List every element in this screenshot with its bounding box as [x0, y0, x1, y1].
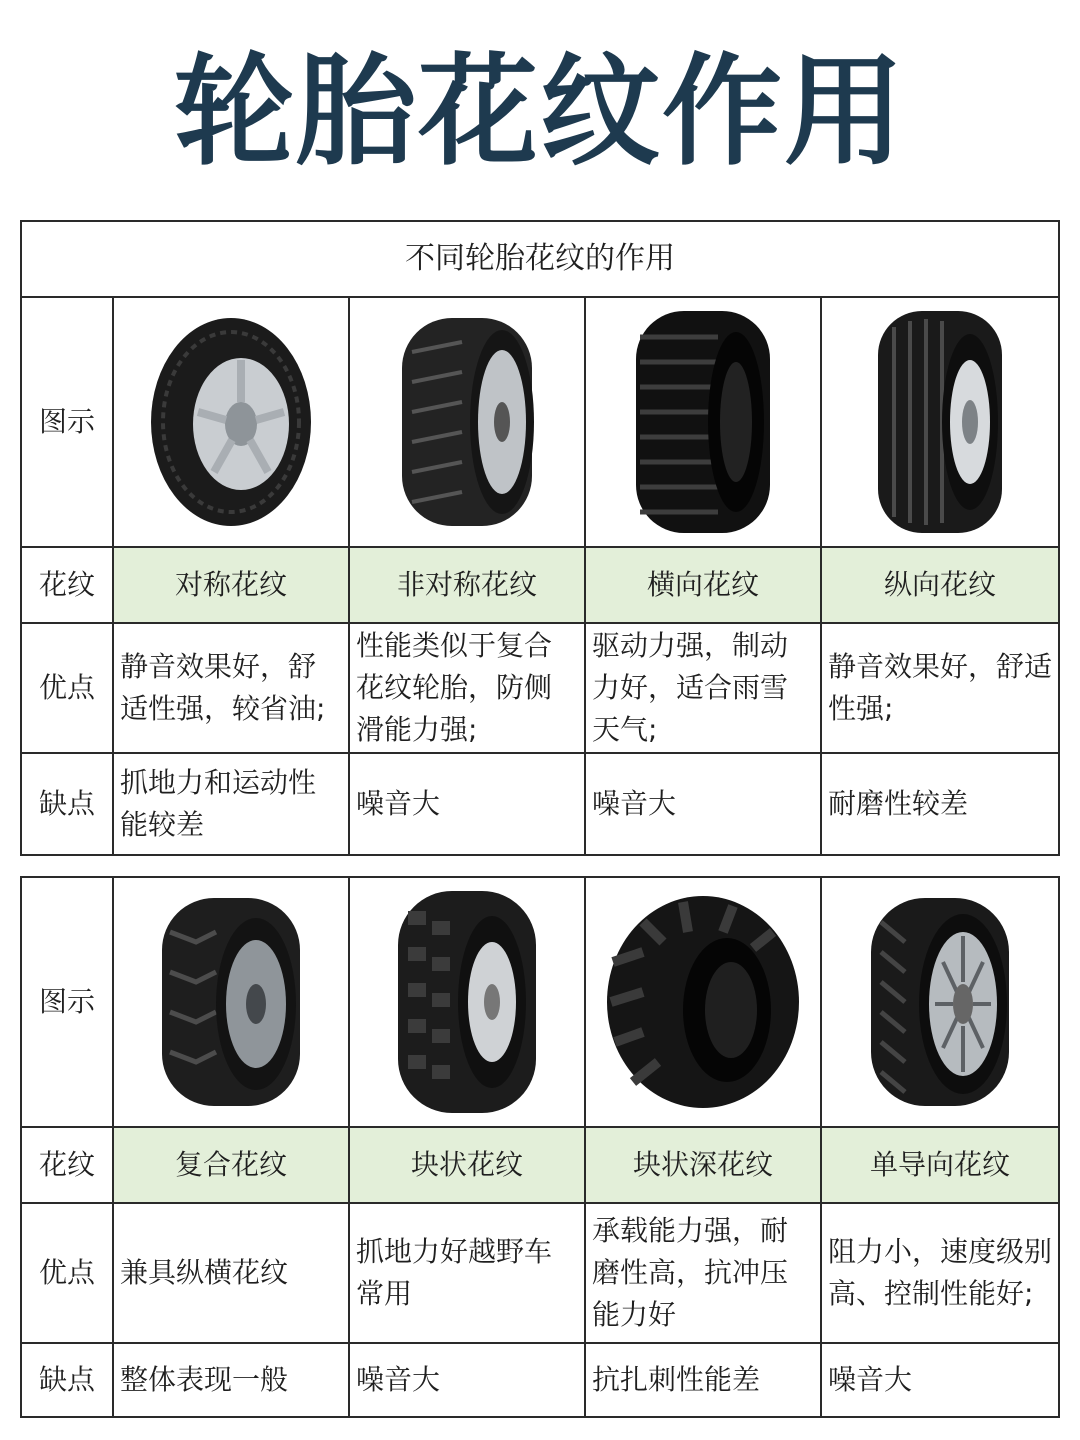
pattern-name: 复合花纹 — [113, 1127, 349, 1203]
row-label-pattern: 花纹 — [21, 1127, 113, 1203]
tire-image-cell — [349, 877, 585, 1127]
row-label-cons: 缺点 — [21, 753, 113, 855]
directional-tire-icon — [865, 892, 1015, 1112]
row-label-pattern: 花纹 — [21, 547, 113, 623]
row-label-pros: 优点 — [21, 623, 113, 753]
section-divider — [21, 855, 1059, 877]
tire-pattern-table — [20, 220, 1060, 1418]
tire-image-cell — [113, 877, 349, 1127]
pattern-name: 对称花纹 — [113, 547, 349, 623]
pattern-name: 块状深花纹 — [585, 1127, 821, 1203]
page-title: 轮胎花纹作用 — [174, 43, 906, 182]
cons-text: 耐磨性较差 — [821, 753, 1059, 855]
pattern-name: 纵向花纹 — [821, 547, 1059, 623]
pros-row-1 — [21, 623, 1059, 753]
longitudinal-tire-icon — [870, 307, 1010, 537]
pros-text: 静音效果好，舒适性强，较省油; — [113, 623, 349, 753]
pattern-name: 非对称花纹 — [349, 547, 585, 623]
pros-text: 性能类似于复合花纹轮胎，防侧滑能力强; — [349, 623, 585, 753]
cons-row-2 — [21, 1343, 1059, 1417]
row-label-pros: 优点 — [21, 1203, 113, 1343]
row-label-image: 图示 — [21, 877, 113, 1127]
deep-block-tire-icon — [603, 892, 803, 1112]
image-row-2 — [21, 877, 1059, 1127]
image-row-1 — [21, 297, 1059, 547]
cons-row-1 — [21, 753, 1059, 855]
cons-text: 抗扎刺性能差 — [585, 1343, 821, 1417]
tire-image-cell — [585, 297, 821, 547]
pros-text: 静音效果好，舒适性强; — [821, 623, 1059, 753]
tire-image-cell — [821, 877, 1059, 1127]
pattern-row-2 — [21, 1127, 1059, 1203]
pros-text: 阻力小，速度级别高、控制性能好; — [821, 1203, 1059, 1343]
tire-pattern-table-sheet — [20, 220, 1060, 1426]
composite-tire-icon — [156, 892, 306, 1112]
pros-text: 承载能力强，耐磨性高，抗冲压能力好 — [585, 1203, 821, 1343]
tire-image-cell — [113, 297, 349, 547]
pros-text: 驱动力强，制动力好，适合雨雪天气; — [585, 623, 821, 753]
pros-text: 兼具纵横花纹 — [113, 1203, 349, 1343]
pattern-name: 块状花纹 — [349, 1127, 585, 1203]
pattern-name: 单导向花纹 — [821, 1127, 1059, 1203]
transverse-tire-icon — [628, 307, 778, 537]
block-tire-icon — [392, 887, 542, 1117]
cons-text: 噪音大 — [585, 753, 821, 855]
cons-text: 噪音大 — [821, 1343, 1059, 1417]
cons-text: 噪音大 — [349, 1343, 585, 1417]
tire-image-cell — [585, 877, 821, 1127]
pros-row-2 — [21, 1203, 1059, 1343]
symmetric-tire-icon — [146, 312, 316, 532]
tire-image-cell — [349, 297, 585, 547]
pattern-row-1 — [21, 547, 1059, 623]
row-label-image: 图示 — [21, 297, 113, 547]
row-label-cons: 缺点 — [21, 1343, 113, 1417]
pros-text: 抓地力好越野车常用 — [349, 1203, 585, 1343]
cons-text: 整体表现一般 — [113, 1343, 349, 1417]
cons-text: 噪音大 — [349, 753, 585, 855]
cons-text: 抓地力和运动性能较差 — [113, 753, 349, 855]
pattern-name: 横向花纹 — [585, 547, 821, 623]
tire-image-cell — [821, 297, 1059, 547]
table-caption: 不同轮胎花纹的作用 — [21, 221, 1059, 297]
asymmetric-tire-icon — [392, 312, 542, 532]
